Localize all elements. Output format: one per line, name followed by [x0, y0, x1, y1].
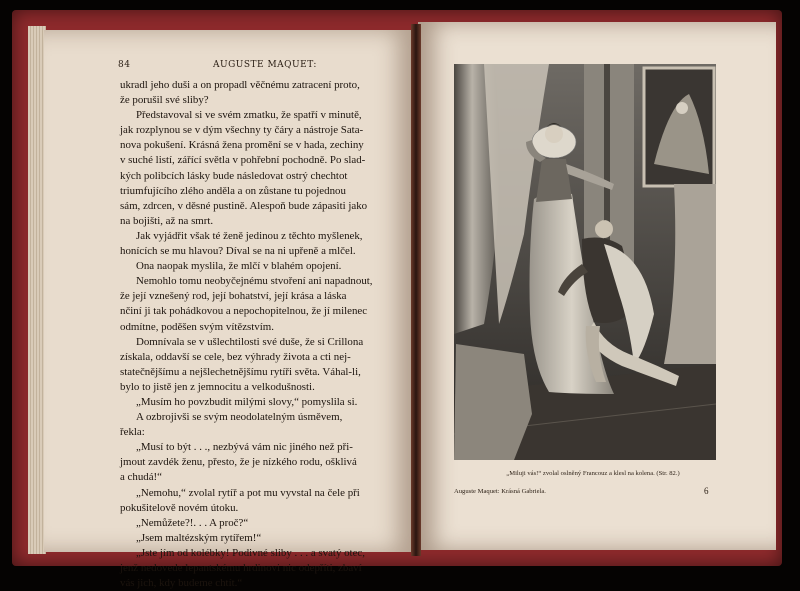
text-line: „Musí to být . . ., nezbývá vám nic jiného než při-	[136, 441, 353, 454]
text-line: A ozbrojivši se svým neodolatelným úsměvem,	[136, 411, 343, 424]
text-line: odmítne, poděšen svým vítězstvím.	[120, 320, 274, 333]
chair-left	[454, 344, 532, 460]
left-page-number: 84	[118, 60, 131, 70]
text-line: Domnívala se v ušlechtilosti své duše, že si Crillona	[136, 335, 364, 348]
text-line: honících se mu hlavou? Díval se na ni upřeně a mlčel.	[120, 245, 356, 258]
text-line: „Jsem maltézským rytířem!“	[136, 531, 262, 544]
text-line: řekla:	[120, 426, 145, 439]
illustration-credit: Auguste Maquet: Krásná Gabriela.	[454, 488, 546, 495]
text-line: pokušitelově novém útoku.	[120, 501, 239, 514]
illustration-caption: „Miluji vás!“ zvolal oslněný Francouz a klesl na kolena. (Str. 82.)	[506, 470, 680, 477]
painting-head	[676, 102, 688, 114]
text-line: jak rozplynou se v dým všechny ty čáry a nástroje Sata-	[120, 124, 364, 137]
text-line: „Musím ho povzbudit milými slovy,“ pomyslila si.	[136, 395, 358, 408]
text-line: vás jich, kdy budeme chtít.“	[120, 577, 243, 590]
text-line: že porušil své sliby?	[120, 94, 209, 107]
text-line: Představoval si ve svém zmatku, že spatří v minutě,	[136, 109, 362, 122]
knight-head	[595, 220, 613, 238]
text-line: statečnějšímu a nejšlechetnějšímu rytíři světa. Váhal-li,	[120, 365, 361, 378]
text-line: Nemohlo tomu neobyčejnému stvoření ani napadnout,	[136, 275, 373, 288]
text-line: nčiní ji tak pohádkovou a nepochopitelnou, že jí milenec	[120, 305, 368, 318]
text-line: „Jste jím od kolébky! Podivné sliby . . . a svatý otec,	[136, 546, 365, 559]
text-line: jenž nedovede lepantskému hrdinovi nic odepříti, zbaví	[120, 562, 362, 574]
text-line: získala, oddavší se cele, bez výhrady života a cti nej-	[120, 350, 351, 363]
text-line: ukradl jeho duši a on propadl věčnému zatracení proto,	[120, 79, 360, 91]
lady-head	[545, 125, 563, 143]
text-line: nova pokušení. Krásná žena promění se v hada, zechiny	[120, 139, 364, 152]
text-line: triumfujícího zlého anděla a on zůstane tu pojednou	[120, 184, 346, 197]
text-line: Jak vyjádřit však té ženě jedinou z těchto myšlenek,	[136, 229, 363, 242]
right-page-number: 6	[704, 486, 709, 496]
text-line: a chudá!“	[120, 471, 163, 484]
text-line: bylo to jistě jen z jemnocitu a velkodušnosti.	[120, 380, 315, 393]
running-head: AUGUSTE MAQUET:	[213, 60, 317, 70]
text-line: v suché listí, zářící světla v pohřební pochodně. Po slad-	[120, 154, 366, 167]
text-line: Ona naopak myslila, že mlčí v blahém opojení.	[136, 260, 342, 273]
text-line: kých polibcích lásky bude následovat ostrý chechtot	[120, 169, 348, 182]
text-line: jmout zavdék ženu, přesto, že je nízkého rodu, ošklivá	[120, 456, 357, 469]
text-line: „Nemohu,“ zvolal rytíř a pot mu vyvstal na čele při	[136, 486, 360, 499]
engraving-illustration	[454, 64, 716, 460]
text-line: „Nemůžete?!. . . A proč?“	[136, 516, 249, 529]
body-text	[120, 78, 400, 591]
text-line: že její vznešený rod, její bohatství, její krása a láska	[120, 290, 347, 303]
text-line: sám, zdrcen, v děsné pustině. Alespoň bude zápasiti jako	[120, 199, 368, 212]
book-gutter	[411, 24, 421, 556]
text-line: na bojišti, až na smrt.	[120, 214, 214, 227]
